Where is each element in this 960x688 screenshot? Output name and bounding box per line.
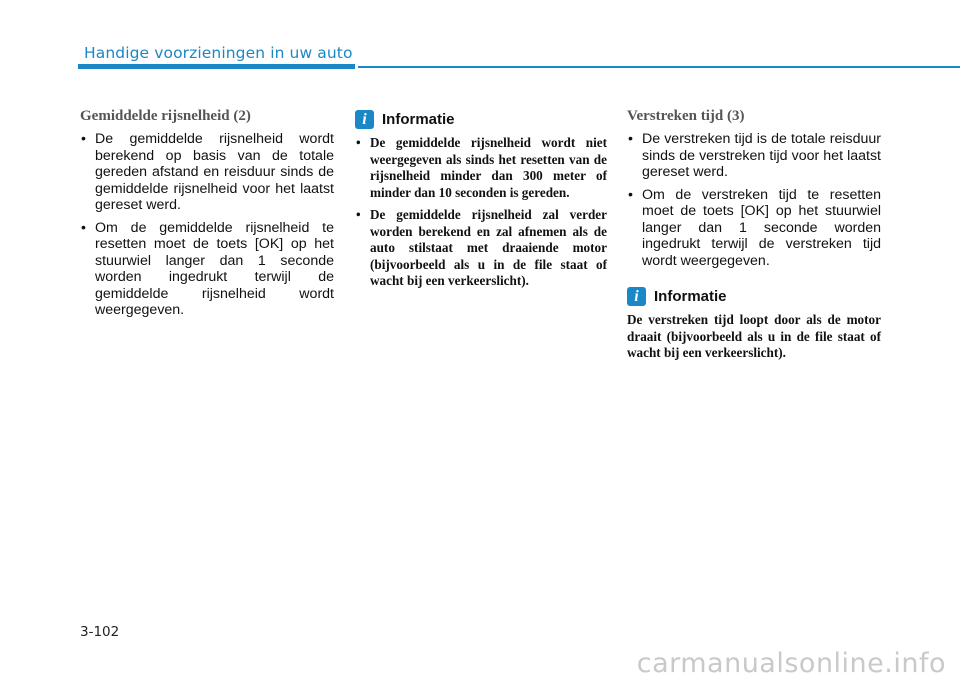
info-icon: i <box>627 287 646 306</box>
info-header <box>627 287 881 306</box>
list-item: • De gemiddelde rijsnelheid zal verder worden berekend en zal afnemen als de auto stilstaat met draaiende motor (bijvoorbeeld als u in de file staat of wacht bij een verkeerslicht). <box>355 207 607 290</box>
list-item: • De gemiddelde rijsnelheid wordt berekend op basis van de totale gereden afstand en reisduur sinds de gemiddelde rijsnelheid voor het laatst gereset werd. <box>80 131 334 214</box>
column-elapsed-time <box>627 108 881 362</box>
section-header-title: Handige voorzieningen in uw auto <box>84 44 353 62</box>
elapsed-time-heading: Verstreken tijd (3) <box>627 108 745 124</box>
info-list <box>355 135 607 290</box>
column-average-speed <box>80 108 334 325</box>
watermark: carmanualsonline.info <box>636 648 946 679</box>
info-header <box>355 110 607 129</box>
info-icon: i <box>355 110 374 129</box>
list-item: • Om de gemiddelde rijsnelheid te resetten moet de toets [OK] op het stuurwiel langer dan 1 seconde worden ingedrukt terwijl de gemiddelde rijsnelheid wordt weergegeven. <box>80 220 334 319</box>
elapsed-time-list <box>627 131 881 269</box>
list-item: • Om de verstreken tijd te resetten moet de toets [OK] op het stuurwiel langer dan 1 seconde worden ingedrukt terwijl de verstreken tijd wordt weergegeven. <box>627 187 881 270</box>
header-bar-thin <box>358 66 960 68</box>
info-title: Informatie <box>654 288 727 305</box>
average-speed-list <box>80 131 334 319</box>
list-item: • De verstreken tijd is de totale reisduur sinds de verstreken tijd voor het laatst gereset werd. <box>627 131 881 181</box>
info-title: Informatie <box>382 111 455 128</box>
average-speed-heading: Gemiddelde rijsnelheid (2) <box>80 108 251 124</box>
info-text: De verstreken tijd loopt door als de motor draait (bijvoorbeeld als u in de file staat of wacht bij een verkeerslicht). <box>627 312 881 360</box>
page-number: 3-102 <box>80 624 120 640</box>
column-info-average-speed <box>355 108 607 296</box>
header-bar-thick <box>78 64 355 69</box>
list-item: • De gemiddelde rijsnelheid wordt niet weergegeven als sinds het resetten van de rijsnelheid minder dan 300 meter of minder dan 10 seconden is gereden. <box>355 135 607 201</box>
